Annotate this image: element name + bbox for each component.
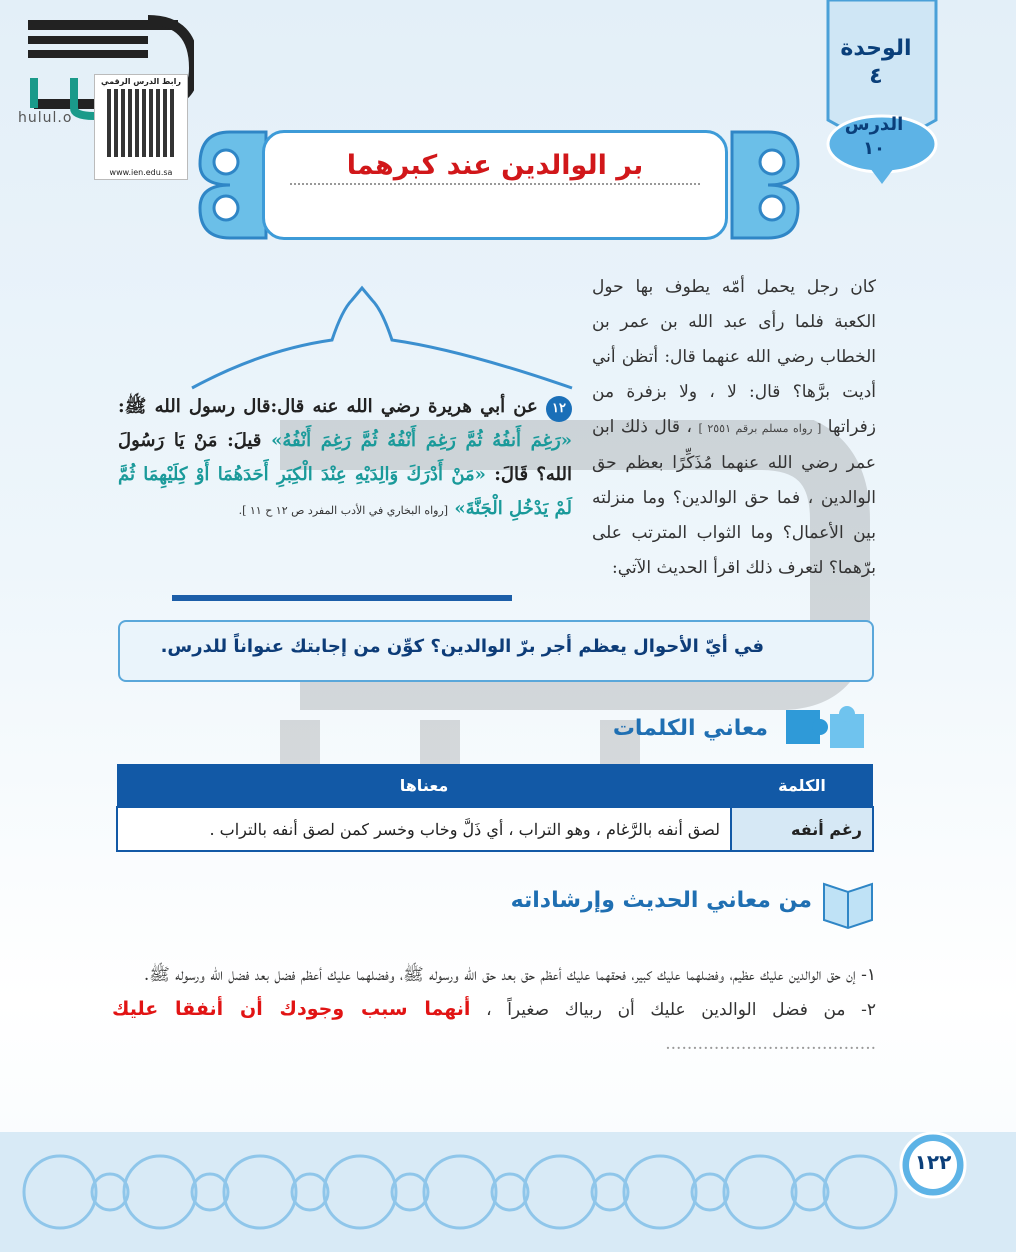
table-header-row <box>117 764 873 807</box>
col-meaning-header: معناها <box>117 764 731 807</box>
hadith-part1: «رَغِمَ أَنفُهُ ثُمَّ رَغِمَ أَنْفُهُ ثُمَّ رَغِمَ أَنْفُهُ» <box>271 430 572 451</box>
footer-pattern <box>0 1132 1016 1252</box>
guidance-heading: من معاني الحديث وإرشاداته <box>510 888 812 913</box>
hadith-question: قيلَ: مَنْ يَا رَسُولَ الله؟ قَالَ: <box>118 430 572 485</box>
qr-code-icon <box>107 89 175 157</box>
hadith-narrator: عن أبي هريرة رضي الله عنه قال:قال رسول الله ﷺ: <box>118 396 538 417</box>
lesson-label: الدرس <box>844 114 904 135</box>
divider-line <box>172 595 512 601</box>
arch-decoration <box>182 280 582 390</box>
page-number: ١٢٢ <box>914 1150 952 1174</box>
title-underline <box>290 183 700 185</box>
table-row <box>117 807 873 851</box>
title-banner <box>262 130 728 240</box>
question-text: في أيّ الأحوال يعظم أجر برّ الوالدين؟ كوِّن من إجابتك عنواناً للدرس. <box>160 636 764 657</box>
puzzle-icon <box>776 700 876 758</box>
book-icon <box>818 872 878 930</box>
unit-label: الوحدة <box>840 36 912 61</box>
lesson-number: ١٠ <box>863 138 885 159</box>
left-ornament <box>190 128 268 242</box>
guidance-point-2 <box>112 992 876 1061</box>
logo-subtitle: hulul.o <box>18 110 73 126</box>
col-word-header: الكلمة <box>731 764 873 807</box>
hadith-reference: [رواه البخاري في الأدب المفرد ص ١٢ ح ١١ ]. <box>238 504 449 517</box>
point2-dots: ....................................... <box>665 1034 876 1054</box>
word-meanings-table <box>116 764 874 852</box>
guidance-point-1: ١- إن حق الوالدين عليك عظيم، وفضلهما عليك كبير، فحقهما عليك أعظم حق بعد حق الله ورسوله ﷺ، وفضلهما عليك أعظم فضل بعد فضل الله ورسوله ﷺ. <box>143 965 876 985</box>
intro-text: كان رجل يحمل أمّه يطوف بها حول الكعبة فلما رأى عبد الله بن عمر بن الخطاب رضي الله عنهما قال: أتظن أني أديت برَّها؟ قال: لا ، ولا بزفرة من زفراتها <box>592 277 876 437</box>
intro-paragraph <box>592 270 876 586</box>
hadith-number: ١٢ <box>546 396 572 422</box>
intro-reference: [ رواه مسلم برقم ٢٥٥١ ] <box>698 422 822 435</box>
right-ornament <box>730 128 808 242</box>
page-title: بر الوالدين عند كبرهما <box>346 150 644 181</box>
meaning-cell: لصق أنفه بالرَّغام ، وهو التراب ، أي ذَلَّ وخاب وخسر كمن لصق أنفه بالتراب . <box>117 807 731 851</box>
qr-title: رابط الدرس الرقمي <box>101 77 181 86</box>
hadith-part2: «مَنْ أَدْرَكَ وَالِدَيْهِ عِنْدَ الْكِبَرِ أَحَدَهُمَا أَوْ كِلَيْهِمَا ثُمَّ لَمْ يَدْخُلِ الْجَنَّةَ» <box>118 464 572 519</box>
word-meanings-heading: معاني الكلمات <box>612 716 768 741</box>
hadith-text <box>118 390 572 528</box>
intro-text-continued: ، قال ذلك ابن عمر رضي الله عنهما مُذَكِّرًا بعظم حق الوالدين ، فما حق الوالدين؟ وما منزلته بين الأعمال؟ وما الثواب المترتب على برّهما؟ لتعرف ذلك اقرأ الحديث الآتي: <box>592 417 876 578</box>
point2-answer[interactable]: أنهما سبب وجودك أن أنفقا عليك <box>112 998 471 1020</box>
word-cell: رغم أنفه <box>731 807 873 851</box>
qr-url: www.ien.edu.sa <box>109 168 173 177</box>
point2-prefix: ٢- من فضل الوالدين عليك أن ربياك صغيراً ، <box>486 1000 877 1020</box>
qr-code[interactable] <box>94 74 188 180</box>
guidance-points <box>112 958 876 1061</box>
unit-number: ٤ <box>869 64 883 89</box>
